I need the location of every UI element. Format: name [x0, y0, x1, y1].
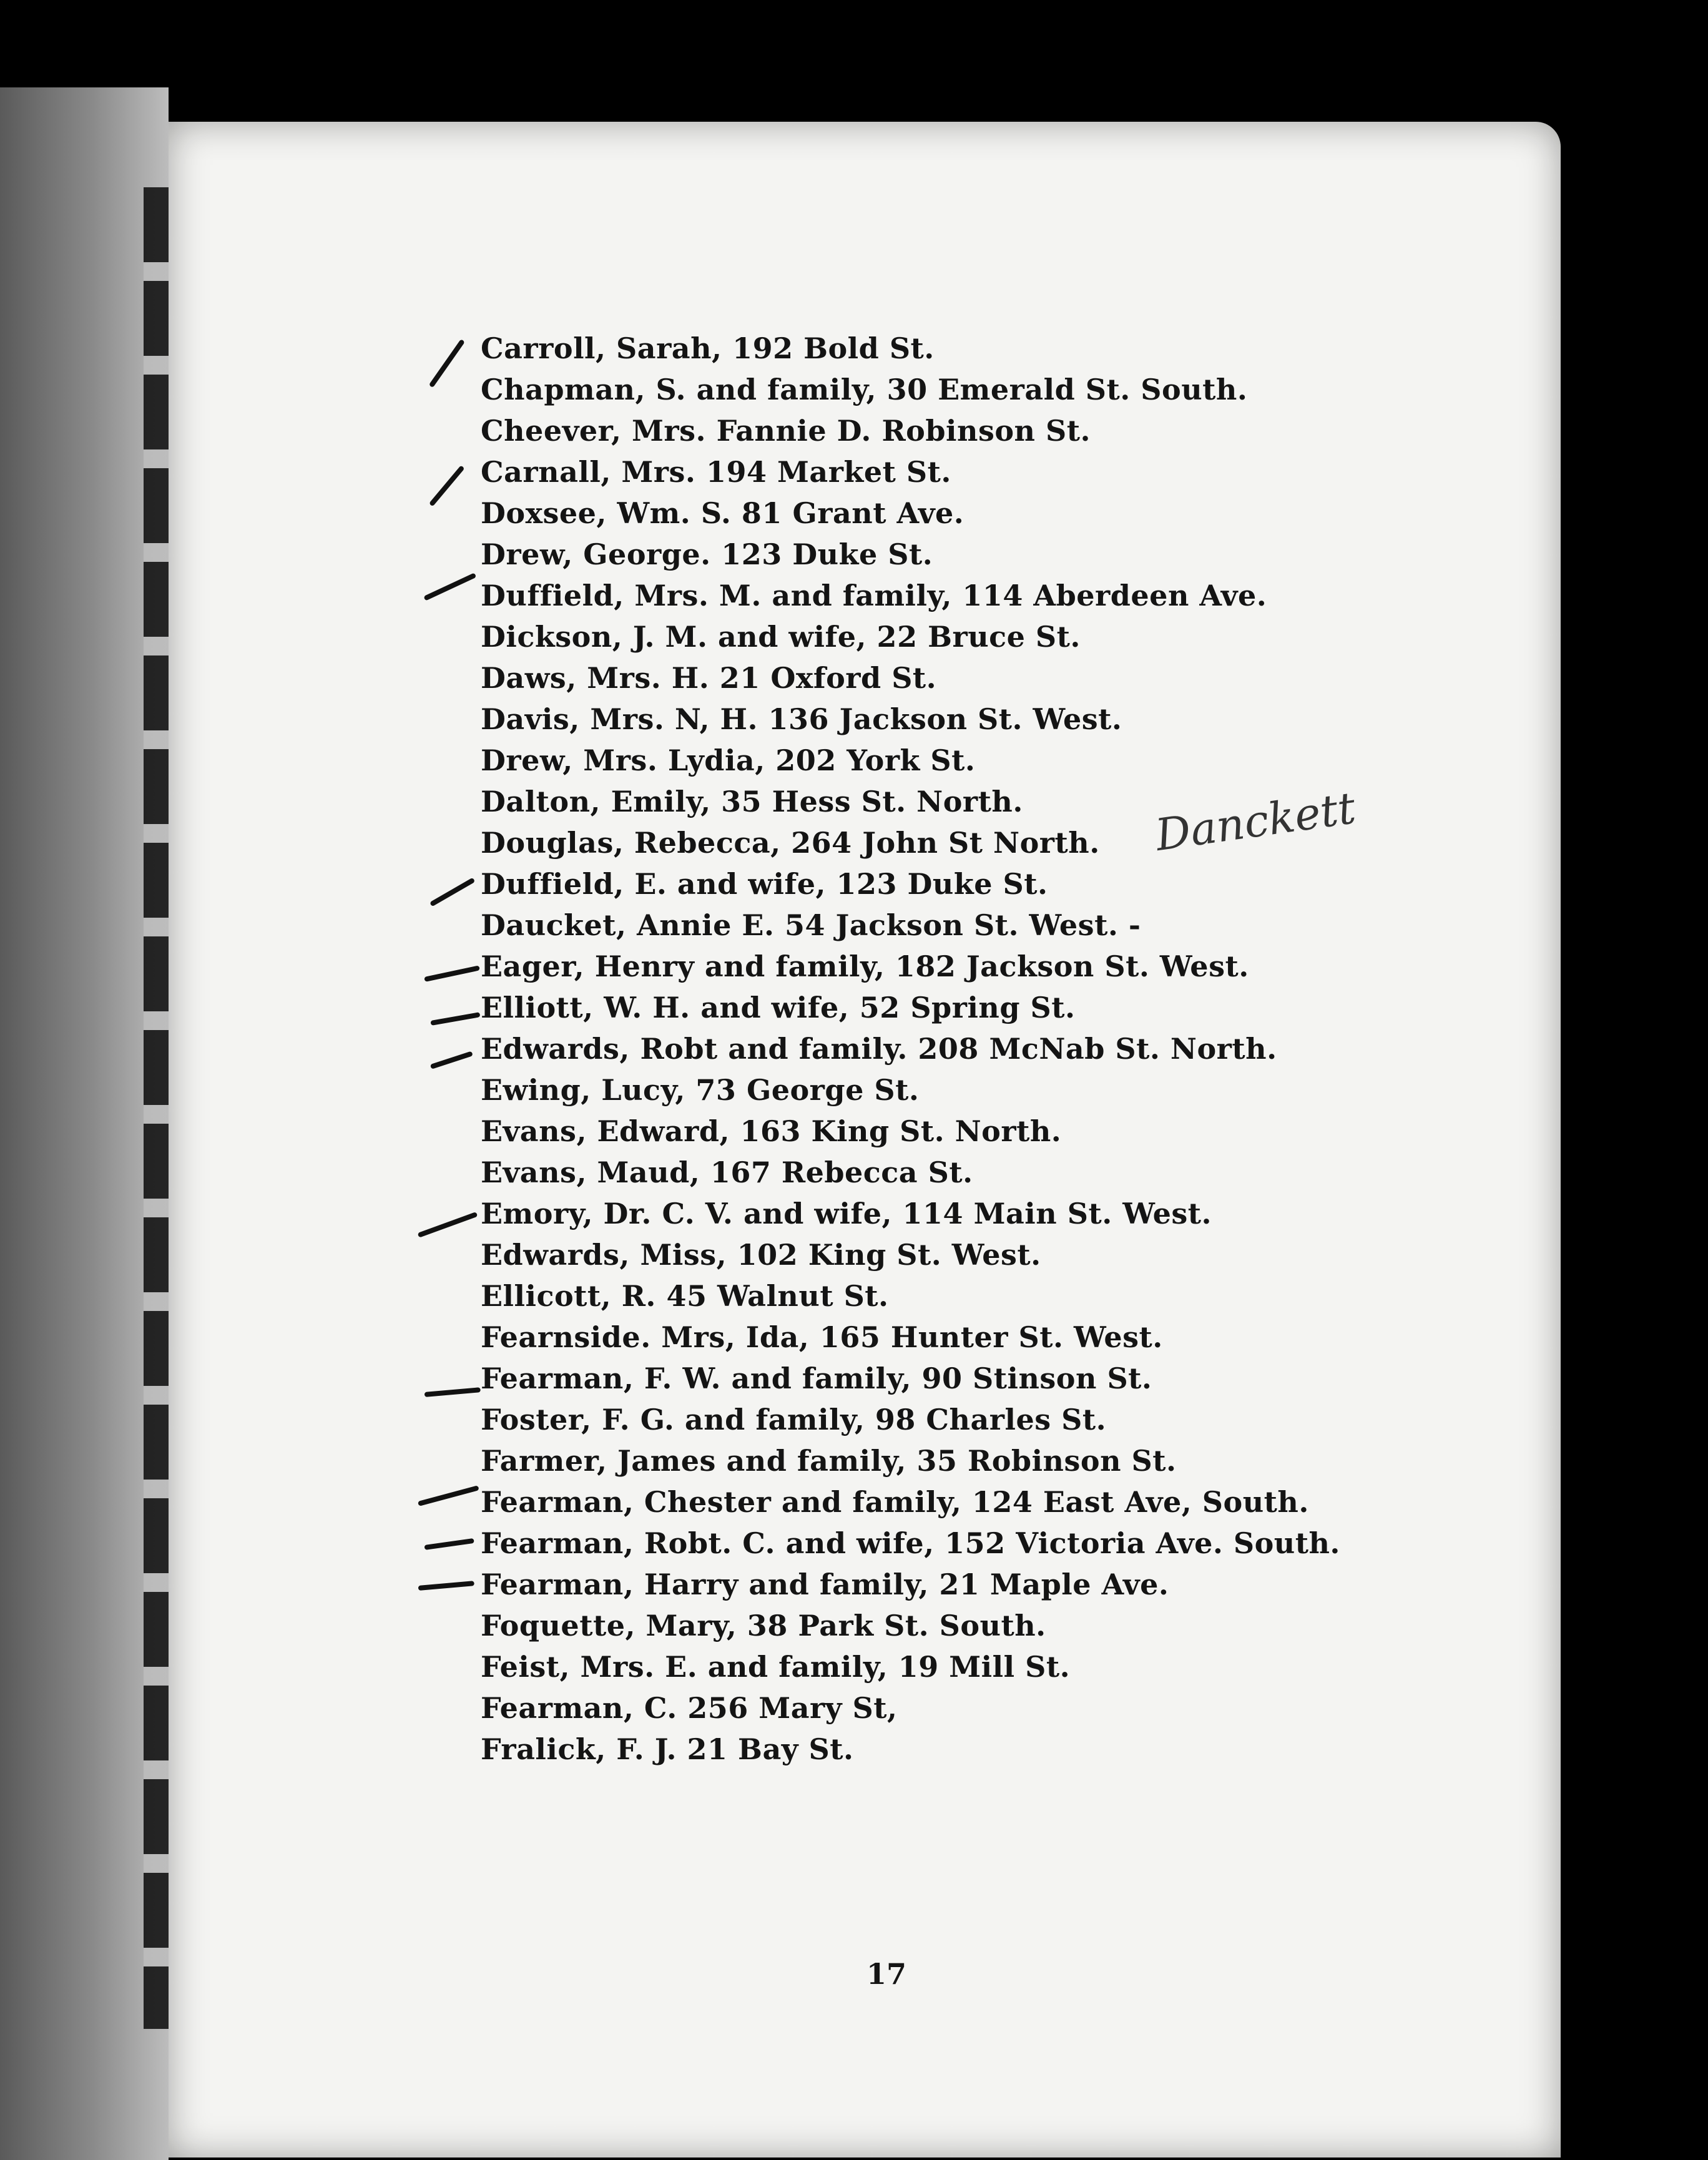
- list-item: Feist, Mrs. E. and family, 19 Mill St.: [481, 1650, 1071, 1684]
- list-item: Carroll, Sarah, 192 Bold St.: [481, 331, 935, 365]
- list-item: Fearman, F. W. and family, 90 Stinson St.: [481, 1362, 1152, 1395]
- handwritten-mark: [423, 572, 476, 601]
- list-item: Fearnside. Mrs, Ida, 165 Hunter St. West.: [481, 1320, 1163, 1354]
- list-item: Foquette, Mary, 38 Park St. South.: [481, 1609, 1046, 1642]
- list-item: Chapman, S. and family, 30 Emerald St. South.: [481, 373, 1248, 406]
- list-item: Daws, Mrs. H. 21 Oxford St.: [481, 661, 937, 695]
- list-item: Fearman, Harry and family, 21 Maple Ave.: [481, 1568, 1169, 1601]
- page-number: 17: [866, 1957, 906, 1991]
- handwritten-mark: [418, 1485, 479, 1506]
- list-item: Carnall, Mrs. 194 Market St.: [481, 455, 951, 489]
- list-item: Elliott, W. H. and wife, 52 Spring St.: [481, 991, 1076, 1024]
- handwritten-mark: [430, 1012, 480, 1026]
- list-item: Fearman, Chester and family, 124 East Ave, South.: [481, 1485, 1309, 1519]
- list-item: Foster, F. G. and family, 98 Charles St.: [481, 1403, 1107, 1436]
- list-item: Fralick, F. J. 21 Bay St.: [481, 1732, 854, 1766]
- list-item: Dalton, Emily, 35 Hess St. North.: [481, 785, 1023, 818]
- list-item: Dickson, J. M. and wife, 22 Bruce St.: [481, 620, 1081, 654]
- handwritten-mark: [424, 965, 480, 982]
- handwritten-mark: [429, 465, 465, 506]
- list-item: Ellicott, R. 45 Walnut St.: [481, 1279, 889, 1313]
- list-item: Daucket, Annie E. 54 Jackson St. West. -: [481, 908, 1141, 942]
- list-item: Farmer, James and family, 35 Robinson St.: [481, 1444, 1177, 1478]
- list-item: Evans, Maud, 167 Rebecca St.: [481, 1156, 973, 1189]
- binding-stitches: [144, 187, 169, 2029]
- list-item: Cheever, Mrs. Fannie D. Robinson St.: [481, 414, 1091, 448]
- name-listing: [481, 328, 1561, 1913]
- list-item: Ewing, Lucy, 73 George St.: [481, 1073, 920, 1107]
- list-item: Doxsee, Wm. S. 81 Grant Ave.: [481, 496, 964, 530]
- handwritten-mark: [418, 1212, 478, 1238]
- list-item: Evans, Edward, 163 King St. North.: [481, 1114, 1062, 1148]
- directory-page: [169, 122, 1561, 2158]
- list-item: Duffield, E. and wife, 123 Duke St.: [481, 867, 1048, 901]
- list-item: Eager, Henry and family, 182 Jackson St. West.: [481, 950, 1249, 983]
- list-item: Fearman, Robt. C. and wife, 152 Victoria Ave. South.: [481, 1526, 1340, 1560]
- handwritten-mark: [429, 339, 465, 388]
- list-item: Davis, Mrs. N, H. 136 Jackson St. West.: [481, 702, 1122, 736]
- list-item: Douglas, Rebecca, 264 John St North.: [481, 826, 1100, 860]
- handwritten-mark: [418, 1581, 474, 1591]
- handwritten-correction: Danckett: [1152, 782, 1359, 862]
- handwritten-mark: [425, 1387, 481, 1397]
- handwritten-mark: [430, 1051, 473, 1069]
- list-item: Emory, Dr. C. V. and wife, 114 Main St. West.: [481, 1197, 1212, 1230]
- list-item: Duffield, Mrs. M. and family, 114 Aberdeen Ave.: [481, 579, 1267, 612]
- list-item: Drew, Mrs. Lydia, 202 York St.: [481, 744, 976, 777]
- list-item: Drew, George. 123 Duke St.: [481, 538, 933, 571]
- list-item: Edwards, Miss, 102 King St. West.: [481, 1238, 1041, 1272]
- handwritten-mark: [429, 878, 475, 907]
- list-item: Edwards, Robt and family. 208 McNab St. North.: [481, 1032, 1277, 1066]
- handwritten-mark: [424, 1538, 474, 1550]
- list-item: Fearman, C. 256 Mary St,: [481, 1691, 898, 1725]
